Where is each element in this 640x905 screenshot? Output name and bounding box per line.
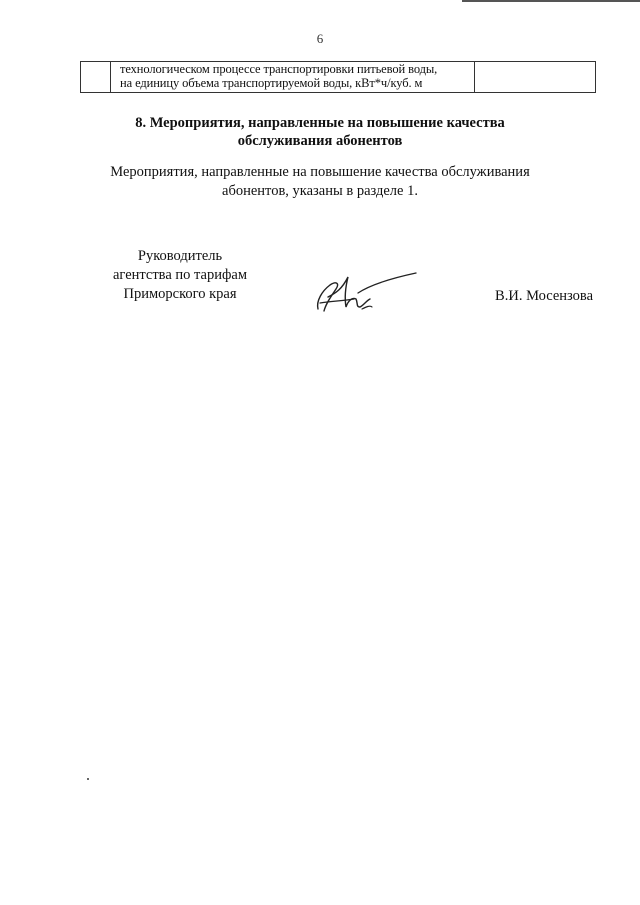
section-heading-line-2: обслуживания абонентов bbox=[237, 133, 403, 149]
table-divider-1 bbox=[110, 62, 111, 92]
section-heading bbox=[0, 114, 640, 150]
signatory-title-line-3: Приморского края bbox=[123, 286, 237, 302]
table-row bbox=[80, 61, 596, 93]
section-body-line-1: Мероприятия, направленные на повышение качества обслуживания bbox=[110, 164, 530, 180]
top-edge-rule bbox=[462, 0, 640, 2]
signatory-name: В.И. Мосензова bbox=[495, 288, 593, 304]
signatory-title bbox=[70, 247, 290, 304]
scan-speck bbox=[87, 778, 89, 780]
section-heading-line-1: 8. Мероприятия, направленные на повышение качества bbox=[135, 115, 505, 131]
table-cell-line-1: технологическом процессе транспортировки питьевой воды, bbox=[120, 62, 438, 76]
table-border-left bbox=[80, 62, 81, 92]
table-border-right bbox=[595, 62, 596, 92]
table-cell-text bbox=[120, 62, 550, 90]
table-cell-line-2: на единицу объема транспортируемой воды, кВт*ч/куб. м bbox=[120, 76, 423, 90]
signatory-title-line-1: Руководитель bbox=[137, 248, 223, 264]
signatory-title-line-2: агентства по тарифам bbox=[113, 267, 247, 283]
section-body-line-2: абонентов, указаны в разделе 1. bbox=[222, 183, 418, 199]
handwritten-signature bbox=[312, 263, 422, 317]
section-body bbox=[0, 163, 640, 201]
page-number: 6 bbox=[316, 31, 324, 46]
